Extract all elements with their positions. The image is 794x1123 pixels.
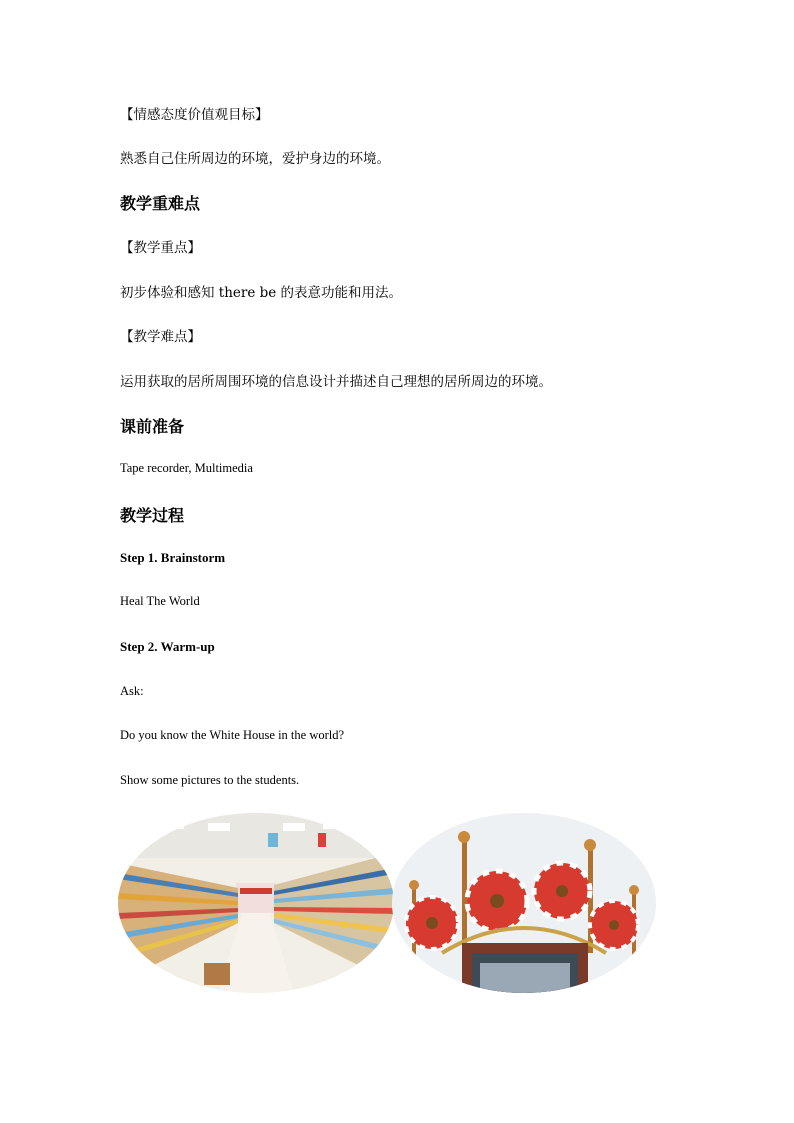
heading-key-difficult-points: 教学重难点 — [120, 194, 201, 213]
step-2-instruction: Show some pictures to the students. — [120, 773, 300, 787]
section-label-difficult-points: 【教学难点】 — [120, 329, 201, 345]
paragraph-preparation: Tape recorder, Multimedia — [120, 461, 253, 475]
heading-preparation: 课前准备 — [120, 417, 185, 436]
step-2-question: Do you know the White House in the world? — [120, 728, 345, 742]
fairground-gate-photo — [392, 813, 656, 993]
heading-teaching-process: 教学过程 — [120, 506, 185, 525]
paragraph-key-points: 初步体验和感知 there be 的表意功能和用法。 — [120, 285, 403, 301]
step-1-content: Heal The World — [120, 594, 200, 608]
paragraph-difficult-points: 运用获取的居所周围环境的信息设计并描述自己理想的居所周边的环境。 — [120, 374, 552, 390]
step-2-ask: Ask: — [120, 684, 144, 698]
section-label-key-points: 【教学重点】 — [120, 240, 201, 256]
section-label-emotion-goals: 【情感态度价值观目标】 — [120, 107, 269, 123]
step-1-title: Step 1. Brainstorm — [120, 550, 226, 565]
step-2-title: Step 2. Warm-up — [120, 639, 215, 654]
supermarket-aisle-photo — [118, 813, 394, 993]
paragraph-emotion-goals: 熟悉自己住所周边的环境，爱护身边的环境。 — [120, 151, 390, 167]
